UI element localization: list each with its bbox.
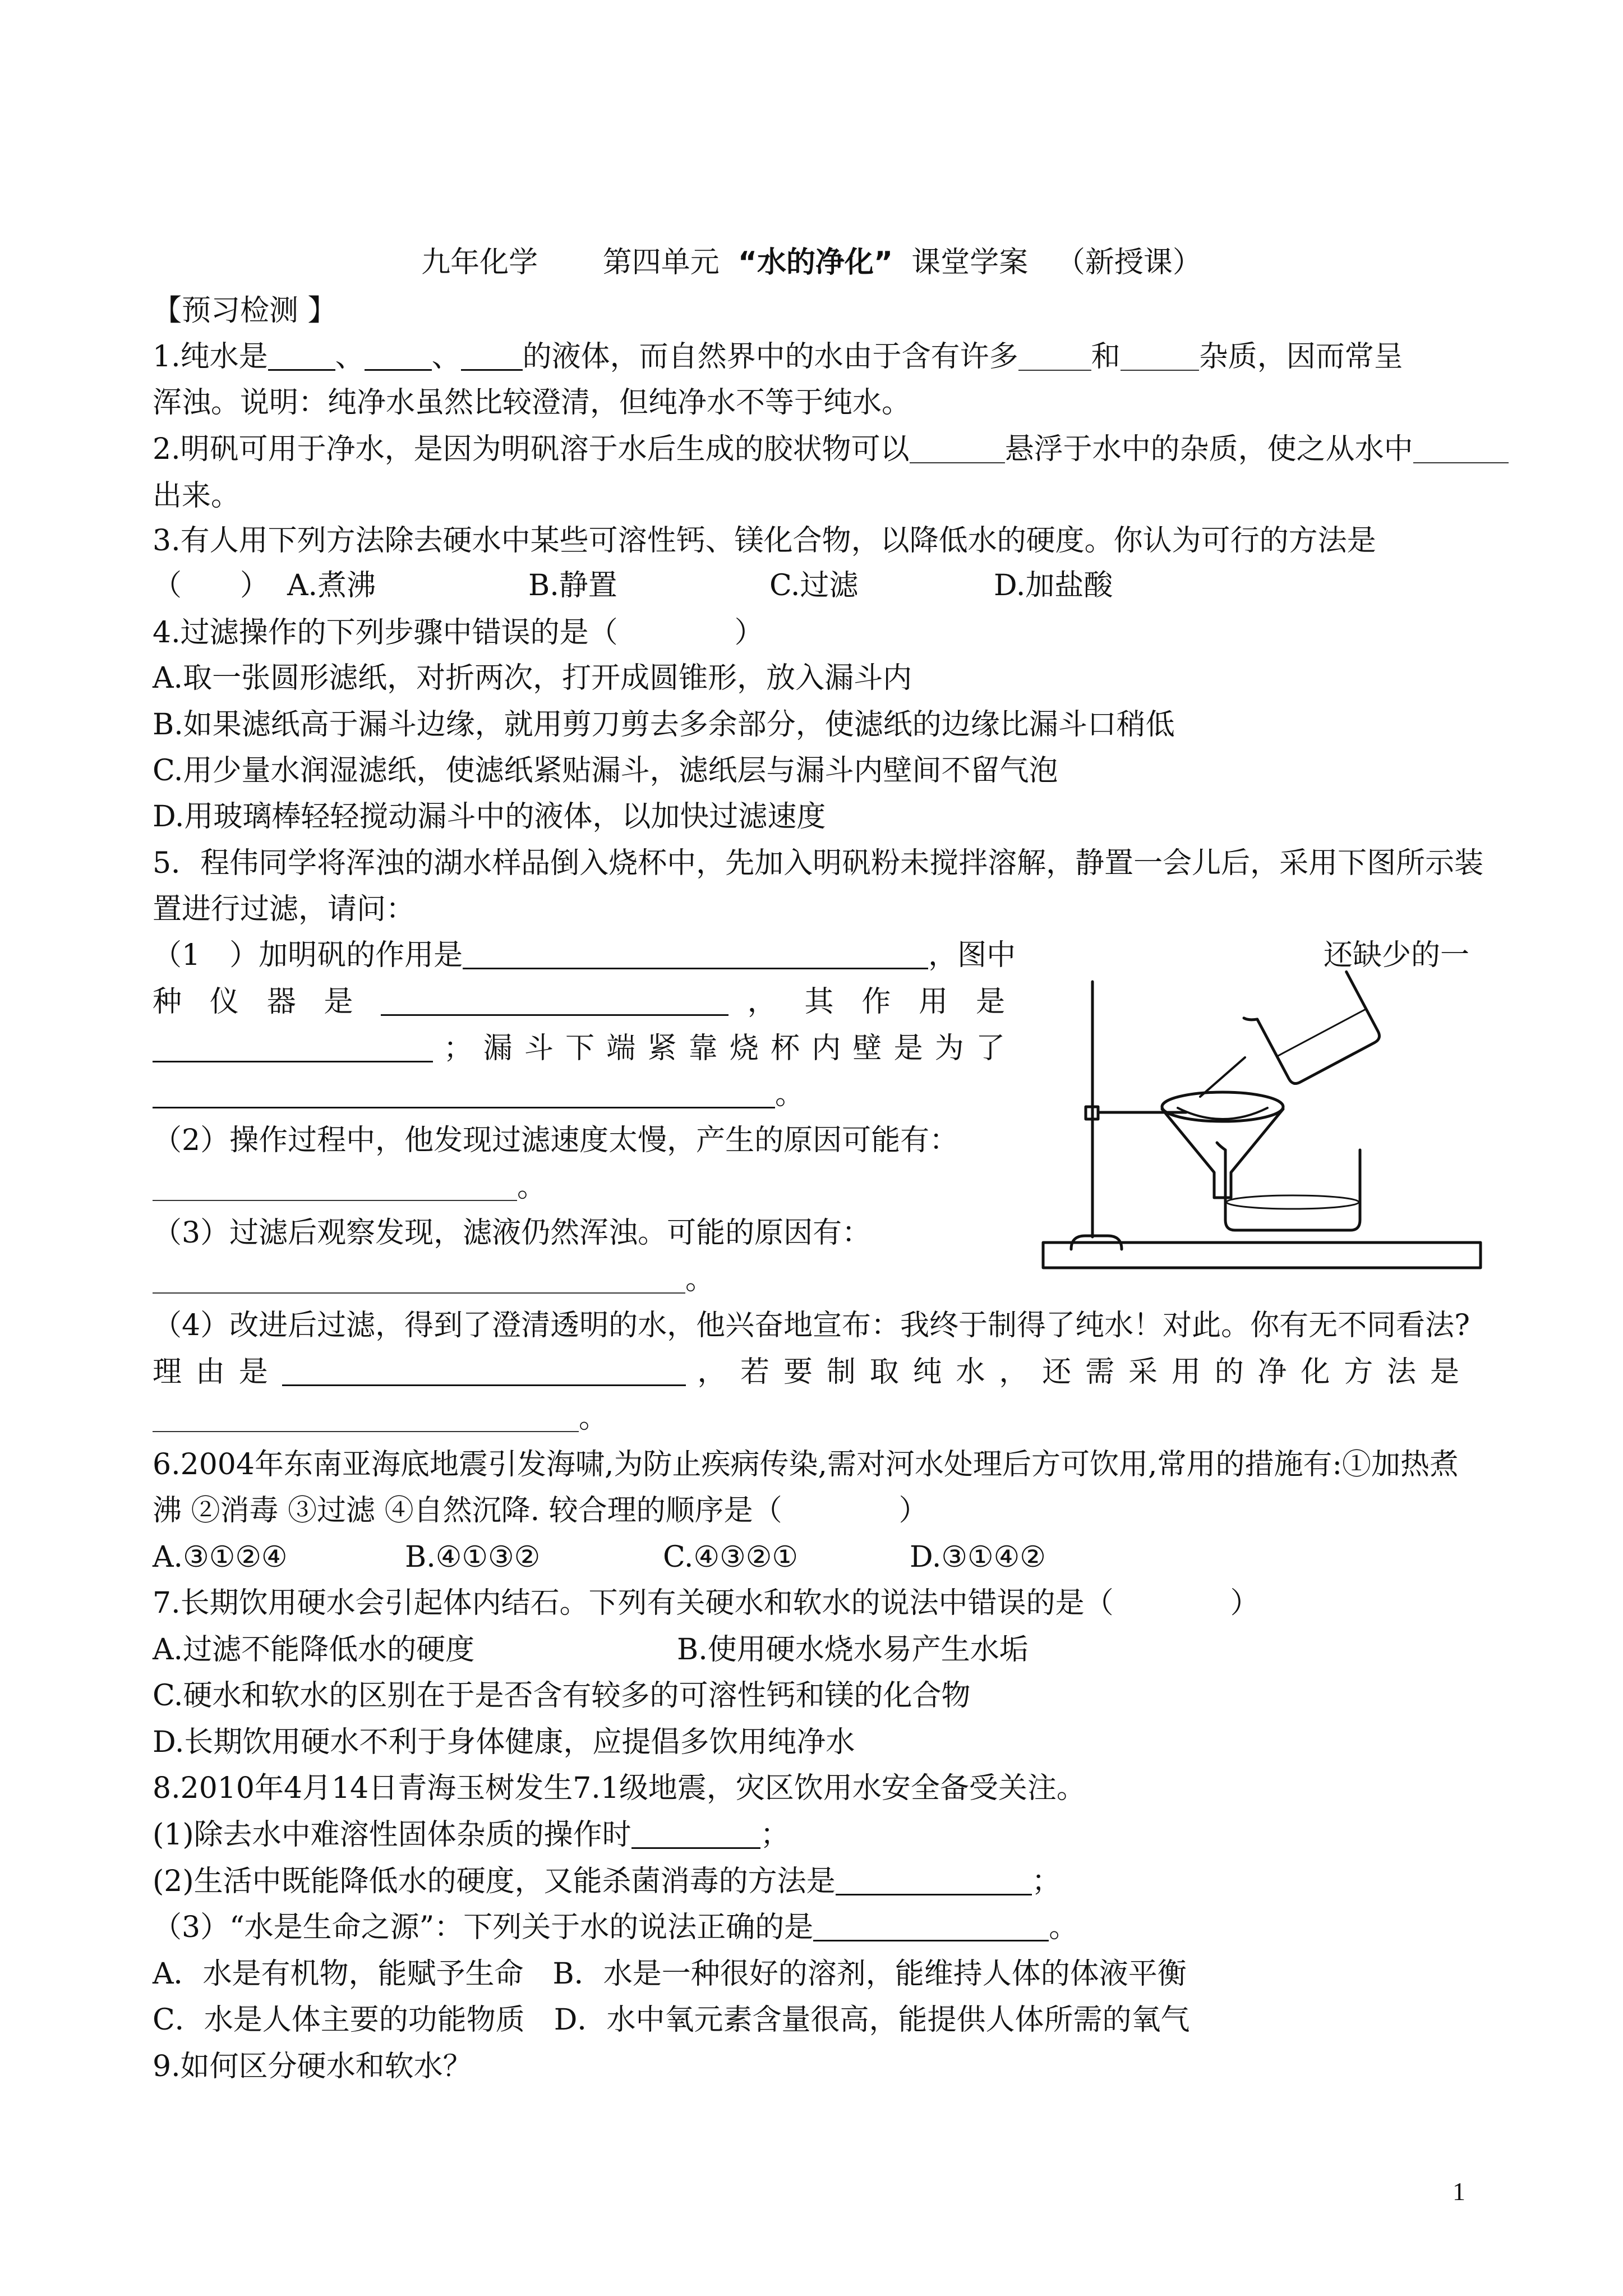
title-lesson: （新授课） xyxy=(1055,246,1202,279)
option-c[interactable]: C.硬水和软水的区别在于是否含有较多的可溶性钙和镁的化合物 xyxy=(153,1679,971,1713)
option-a[interactable]: A.过滤不能降低水的硬度 xyxy=(153,1633,475,1667)
question-1-line-2: 浑浊。说明：纯净水虽然比较澄清，但纯净水不等于纯水。 xyxy=(153,386,911,420)
option-c[interactable]: C.过滤 xyxy=(769,569,859,602)
question-8-part-3: （3）“水是生命之源”：下列关于水的说法正确的是 。 xyxy=(153,1911,1078,1944)
answer-blank[interactable] xyxy=(461,343,523,371)
question-2-line-1: 2.明矾可用于净水，是因为明矾溶于水后生成的胶状物可以 悬浮于水中的杂质，使之从水中 xyxy=(153,429,1470,470)
option-c[interactable]: C.用少量水润湿滤纸，使滤纸紧贴漏斗，滤纸层与漏斗内壁间不留气泡 xyxy=(153,754,1058,788)
option-a[interactable]: A.取一张圆形滤纸，对折两次，打开成圆锥形，放入漏斗内 xyxy=(153,661,912,695)
question-8-stem: 8.2010年4月14日青海玉树发生7.1级地震，灾区饮用水安全备受关注。 xyxy=(153,1772,1086,1805)
answer-blank[interactable] xyxy=(381,988,728,1016)
answer-blank[interactable] xyxy=(631,1821,760,1849)
answer-blank[interactable] xyxy=(1018,344,1091,371)
question-5-part-2-answer: 。 xyxy=(153,1167,1470,1207)
answer-blank[interactable] xyxy=(153,1081,775,1108)
funnel-rim xyxy=(1162,1092,1283,1121)
question-1-line-1: 1.纯水是 、 、 的液体，而自然界中的水由于含有许多 和 杂质，因而常呈 xyxy=(153,340,1403,374)
option-d[interactable]: D.用玻璃棒轻轻搅动漏斗中的液体，以加快过滤速度 xyxy=(153,800,826,834)
question-5-part-1-line-3: ； 漏 斗 下 端 紧 靠 烧 杯 内 壁 是 为 了 xyxy=(153,1028,1005,1069)
answer-blank[interactable] xyxy=(282,1359,686,1386)
answer-blank[interactable] xyxy=(1121,344,1199,371)
question-5-stem-2: 置进行过滤，请问： xyxy=(153,892,416,926)
question-6-line-1: 6.2004年东南亚海底地震引发海啸,为防止疾病传染,需对河水处理后方可饮用,常用的措施有:①加热煮 xyxy=(153,1448,1459,1481)
option-d[interactable]: D.加盐酸 xyxy=(994,569,1113,602)
option-b[interactable]: B.④①③② xyxy=(405,1540,541,1574)
answer-blank[interactable] xyxy=(365,343,432,371)
question-6-options xyxy=(153,1537,1470,1577)
question-8-part-2: (2)生活中既能降低水的硬度，又能杀菌消毒的方法是 ； xyxy=(153,1865,1061,1898)
filtration-apparatus-figure xyxy=(1032,962,1492,1276)
question-6-line-2: 沸 ②消毒 ③过滤 ④自然沉降. 较合理的顺序是（ ） xyxy=(153,1494,928,1527)
section-header: 【预习检测 】 xyxy=(153,294,337,328)
question-7-options-ab xyxy=(153,1630,1470,1670)
question-8-options-cd[interactable]: C．水是人体主要的功能物质 D．水中氧元素含量很高，能提供人体所需的氧气 xyxy=(153,2003,1190,2037)
option-d[interactable]: D.③①④② xyxy=(910,1540,1046,1574)
question-5-part-1-line-4: 。 xyxy=(153,1074,1470,1115)
question-8-part-1: (1)除去水中难溶性固体杂质的操作时 ； xyxy=(153,1818,790,1852)
funnel-right xyxy=(1231,1109,1283,1198)
question-5-part-2: （2）操作过程中，他发现过滤速度太慢，产生的原因可能有： xyxy=(153,1124,959,1157)
answer-blank[interactable] xyxy=(910,436,1005,463)
option-b[interactable]: B.如果滤纸高于漏斗边缘，就用剪刀剪去多余部分，使滤纸的边缘比漏斗口稍低 xyxy=(153,708,1175,742)
question-7-stem: 7.长期饮用硬水会引起体内结石。下列有关硬水和软水的说法中错误的是（ ） xyxy=(153,1586,1260,1620)
option-b[interactable]: B.使用硬水烧水易产生水垢 xyxy=(677,1633,1029,1667)
question-9: 9.如何区分硬水和软水？ xyxy=(153,2050,472,2083)
question-5-part-4-line-2: 理 由 是 ， 若 要 制 取 纯 水 ， 还 需 采 用 的 净 化 方 法 是 xyxy=(153,1355,1460,1389)
answer-blank[interactable] xyxy=(268,343,335,371)
title-subject: 九年化学 xyxy=(421,246,538,279)
question-3-stem: 3.有人用下列方法除去硬水中某些可溶性钙、镁化合物，以降低水的硬度。你认为可行的方法是 xyxy=(153,524,1376,558)
answer-blank[interactable] xyxy=(836,1868,1032,1895)
question-3-options xyxy=(153,565,1470,606)
question-5-part-4-line-3: 。 xyxy=(153,1398,1470,1438)
question-5-part-3-answer: 。 xyxy=(153,1259,1470,1300)
question-5-part-3: （3）过滤后观察发现，滤液仍然浑浊。可能的原因有： xyxy=(153,1216,872,1250)
question-5-part-1-line-1: （1 ）加明矾的作用是 ，图中 xyxy=(153,938,1016,972)
page-title xyxy=(0,242,1623,283)
stand-base xyxy=(1043,1243,1481,1268)
question-5-part-1-line-2: 种 仪 器 是 ， 其 作 用 是 xyxy=(153,985,1006,1019)
question-8-options-ab[interactable]: A．水是有机物，能赋予生命 B．水是一种很好的溶剂，能维持人体的体液平衡 xyxy=(153,1957,1187,1991)
page-number: 1 xyxy=(1453,2177,1465,2206)
option-a[interactable]: A.③①②④ xyxy=(153,1540,288,1574)
option-d[interactable]: D.长期饮用硬水不利于身体健康，应提倡多饮用纯净水 xyxy=(153,1726,855,1759)
filtrate xyxy=(1227,1195,1359,1209)
answer-blank[interactable] xyxy=(463,942,928,969)
question-4-stem: 4.过滤操作的下列步骤中错误的是（ ） xyxy=(153,616,764,650)
title-topic: “水的净化” xyxy=(737,246,893,279)
answer-paren[interactable]: （ ） xyxy=(153,569,270,602)
question-5-part-1-continuation: 还缺少的一 xyxy=(1323,938,1469,972)
option-a[interactable]: A.煮沸 xyxy=(287,569,376,602)
answer-blank[interactable] xyxy=(153,1035,433,1062)
answer-blank[interactable] xyxy=(1413,436,1509,463)
receiving-beaker xyxy=(1225,1150,1360,1230)
answer-blank[interactable] xyxy=(153,1174,517,1201)
title-unit: 第四单元 xyxy=(602,246,720,279)
title-type: 课堂学案 xyxy=(911,246,1029,279)
option-b[interactable]: B.静置 xyxy=(528,569,617,602)
answer-blank[interactable] xyxy=(153,1405,579,1432)
answer-blank[interactable] xyxy=(813,1914,1049,1941)
answer-blank[interactable] xyxy=(153,1267,685,1294)
option-c[interactable]: C.④③②① xyxy=(663,1540,798,1574)
funnel-left xyxy=(1162,1109,1214,1198)
question-5-stem-1: 5．程伟同学将浑浊的湖水样品倒入烧杯中，先加入明矾粉未搅拌溶解，静置一会儿后，采用下图所示装 xyxy=(153,846,1484,880)
filter-paper xyxy=(1178,1108,1267,1119)
pouring-beaker xyxy=(1244,965,1382,1092)
question-2-line-2: 出来。 xyxy=(153,479,241,513)
question-5-part-4: （4）改进后过滤，得到了澄清透明的水，他兴奋地宣布：我终于制得了纯水！对此。你有无不同看法? xyxy=(153,1309,1470,1342)
